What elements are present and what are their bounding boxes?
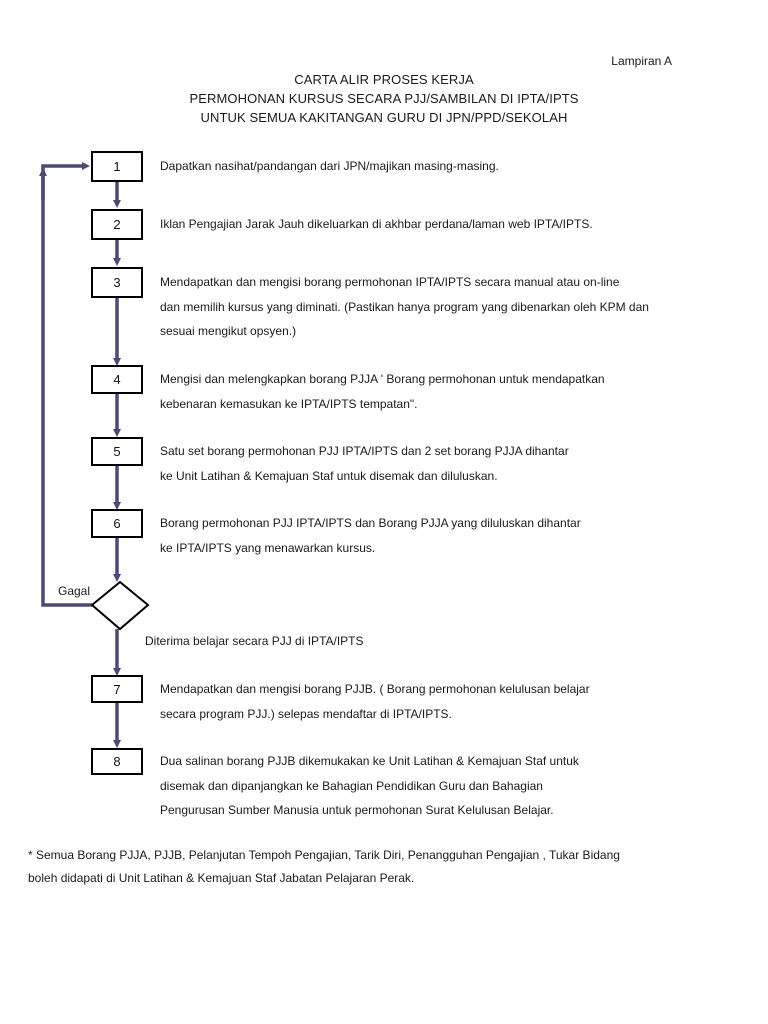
step-description-4 (160, 367, 605, 416)
footnote-line-2: boleh didapati di Unit Latihan & Kemajuan Staf Jabatan Pelajaran Perak. (28, 871, 415, 885)
step-8-line-3: Pengurusan Sumber Manusia untuk permohonan Surat Kelulusan Belajar. (160, 803, 554, 817)
step-7-line-1: Mendapatkan dan mengisi borang PJJB. ( Borang permohonan kelulusan belajar (160, 682, 590, 696)
step-number-7: 7 (113, 682, 121, 697)
step-number-8: 8 (113, 754, 121, 769)
step-number-2: 2 (113, 217, 121, 232)
step-3-line-2: dan memilih kursus yang diminati. (Pastikan hanya program yang dibenarkan oleh KPM dan (160, 299, 649, 314)
step-6-line-1: Borang permohonan PJJ IPTA/IPTS dan Borang PJJA yang diluluskan dihantar (160, 516, 581, 530)
step-3-line-1: Mendapatkan dan mengisi borang permohonan IPTA/IPTS secara manual atau on-line (160, 275, 620, 289)
step-3-line-3: sesuai mengikut opsyen.) (160, 324, 297, 338)
step-7-line-2: secara program PJJ.) selepas mendaftar di IPTA/IPTS. (160, 706, 452, 721)
step-description-6 (160, 511, 581, 560)
step-description-7 (160, 677, 590, 726)
step-description-8 (160, 749, 579, 823)
step-number-1: 1 (113, 159, 121, 174)
step-number-6: 6 (113, 516, 121, 531)
step-description-2 (160, 212, 593, 237)
footnote-line-1: * Semua Borang PJJA, PJJB, Pelanjutan Tempoh Pengajian, Tarik Diri, Penangguhan Pengajian , Tukar Bidang (28, 848, 620, 862)
step-description-1 (160, 154, 499, 179)
step-number-5: 5 (113, 444, 121, 459)
title-line-1: CARTA ALIR PROSES KERJA (294, 72, 474, 87)
title-line-2: PERMOHONAN KURSUS SECARA PJJ/SAMBILAN DI IPTA/IPTS (189, 91, 579, 106)
step-number-4: 4 (113, 372, 121, 387)
step-2-line-1: Iklan Pengajian Jarak Jauh dikeluarkan di akhbar perdana/laman web IPTA/IPTS. (160, 217, 593, 231)
step-6-line-2: ke IPTA/IPTS yang menawarkan kursus. (160, 540, 376, 555)
decision-pass-label: Diterima belajar secara PJJ di IPTA/IPTS (145, 634, 364, 648)
decision-diamond (92, 582, 148, 629)
footnote (28, 844, 620, 890)
step-8-line-2: disemak dan dipanjangkan ke Bahagian Pendidikan Guru dan Bahagian (160, 778, 543, 793)
decision-fail-label: Gagal (58, 584, 91, 598)
step-1-line-1: Dapatkan nasihat/pandangan dari JPN/majikan masing-masing. (160, 159, 499, 173)
step-description-5 (160, 439, 569, 488)
step-4-line-2: kebenaran kemasukan ke IPTA/IPTS tempatan". (160, 396, 418, 411)
step-4-line-1: Mengisi dan melengkapkan borang PJJA ' Borang permohonan untuk mendapatkan (160, 372, 605, 386)
step-8-line-1: Dua salinan borang PJJB dikemukakan ke Unit Latihan & Kemajuan Staf untuk (160, 754, 579, 768)
appendix-label: Lampiran A (611, 54, 672, 68)
step-5-line-2: ke Unit Latihan & Kemajuan Staf untuk disemak dan diluluskan. (160, 468, 498, 483)
step-number-3: 3 (113, 275, 121, 290)
step-5-line-1: Satu set borang permohonan PJJ IPTA/IPTS dan 2 set borang PJJA dihantar (160, 444, 569, 458)
title-line-3: UNTUK SEMUA KAKITANGAN GURU DI JPN/PPD/SEKOLAH (200, 110, 568, 125)
step-description-3 (160, 270, 649, 344)
fail-loop-connector (43, 166, 92, 605)
